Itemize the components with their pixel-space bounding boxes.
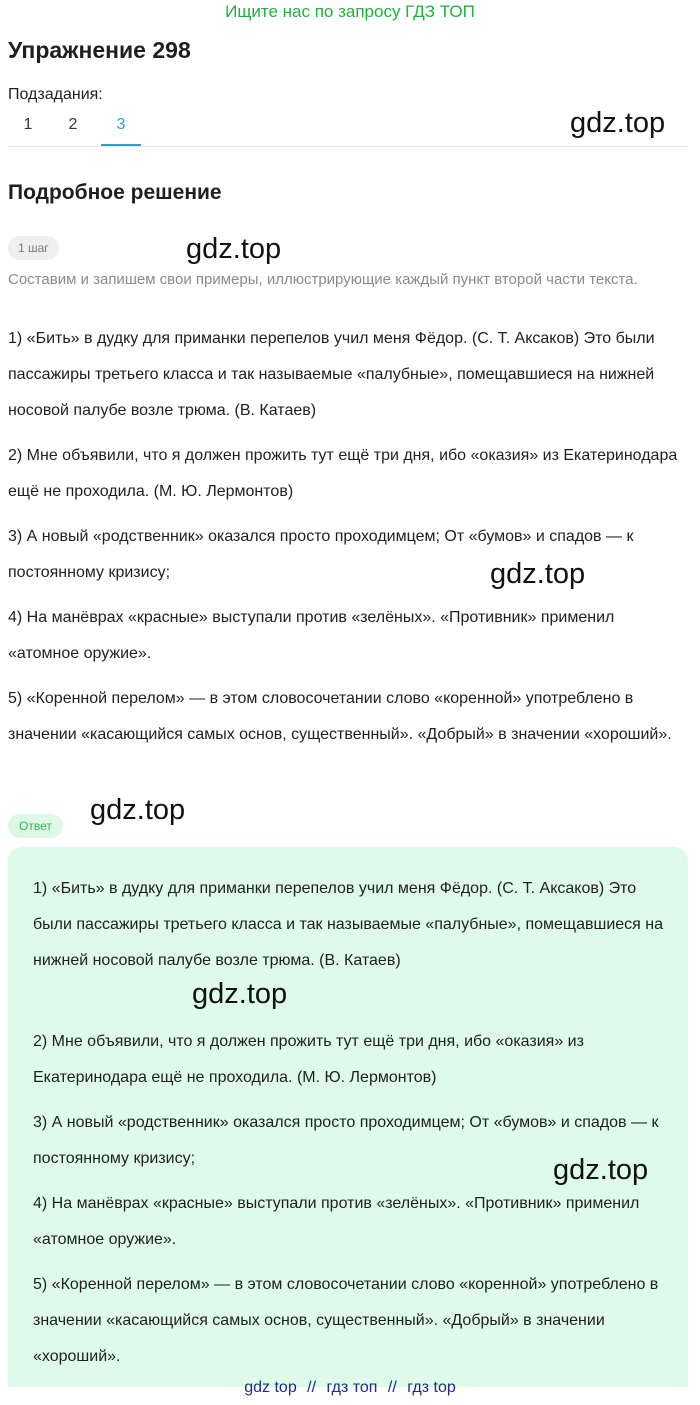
footer-separator: // [307,1379,317,1396]
footer-links [0,1379,700,1397]
watermark: gdz.top [186,233,282,265]
tab-subtask-3[interactable]: 3 [101,116,141,146]
page-title: Упражнение 298 [8,37,191,63]
solution-paragraph: 2) Мне объявили, что я должен прожить тут ещё три дня, ибо «оказия» из Екатеринодара ещё не проходила. (М. Ю. Лермонтов) [8,447,678,500]
answer-paragraph: 1) «Бить» в дудку для приманки перепелов учил меня Фёдор. (С. Т. Аксаков) Это были пассажиры третьего класса и так называемые «палубные», помещавшиеся на нижней носовой палубе возле трюма. (В. Катаев) [33,880,663,969]
solution-paragraph: 5) «Коренной перелом» — в этом словосочетании слово «коренной» употреблено в значении «касающийся самых основ, существенный». «Добрый» в значении «хороший». [8,690,672,743]
answer-paragraph: 5) «Коренной перелом» — в этом словосочетании слово «коренной» употреблено в значении «касающийся самых основ, существенный». «Добрый» в значении «хороший». [33,1276,659,1365]
subtasks-label: Подзадания: [8,86,103,103]
answer-box [8,847,688,1387]
step-badge: 1 шаг [8,236,59,260]
watermark: gdz.top [490,558,586,590]
section-title: Подробное решение [8,181,222,204]
tab-subtask-2[interactable]: 2 [68,116,78,133]
watermark: gdz.top [192,978,288,1010]
answer-paragraph: 3) А новый «родственник» оказался просто проходимцем; От «бумов» и спадов — к постоянному кризису; [33,1114,659,1167]
solution-paragraph: 3) А новый «родственник» оказался просто проходимцем; От «бумов» и спадов — к постоянному кризису; [8,528,634,581]
search-banner: Ищите нас по запросу ГДЗ ТОП [225,2,475,21]
tab-subtask-1[interactable]: 1 [23,116,33,133]
footer-link-gdz-top-ru[interactable]: гдз топ [326,1379,378,1396]
watermark: gdz.top [90,794,186,826]
answer-badge: Ответ [8,814,63,838]
answer-paragraph: 2) Мне объявили, что я должен прожить тут ещё три дня, ибо «оказия» из Екатеринодара ещё не проходила. (М. Ю. Лермонтов) [33,1033,584,1086]
footer-separator: // [387,1379,397,1396]
solution-intro: Составим и запишем свои примеры, иллюстрирующие каждый пункт второй части текста. [8,271,638,288]
watermark: gdz.top [570,107,666,139]
footer-link-gdz-top[interactable]: gdz top [244,1379,297,1396]
answer-paragraph: 4) На манёврах «красные» выступали против «зелёных». «Противник» применил «атомное оружие». [33,1195,640,1248]
solution-paragraph: 1) «Бить» в дудку для приманки перепелов учил меня Фёдор. (С. Т. Аксаков) Это были пассажиры третьего класса и так называемые «палубные», помещавшиеся на нижней носовой палубе возле трюма. (В. Катаев) [8,330,655,419]
solution-paragraph: 4) На манёврах «красные» выступали против «зелёных». «Противник» применил «атомное оружие». [8,609,615,662]
watermark: gdz.top [553,1154,649,1186]
footer-link-gdz-top-mixed[interactable]: гдз top [407,1379,456,1396]
